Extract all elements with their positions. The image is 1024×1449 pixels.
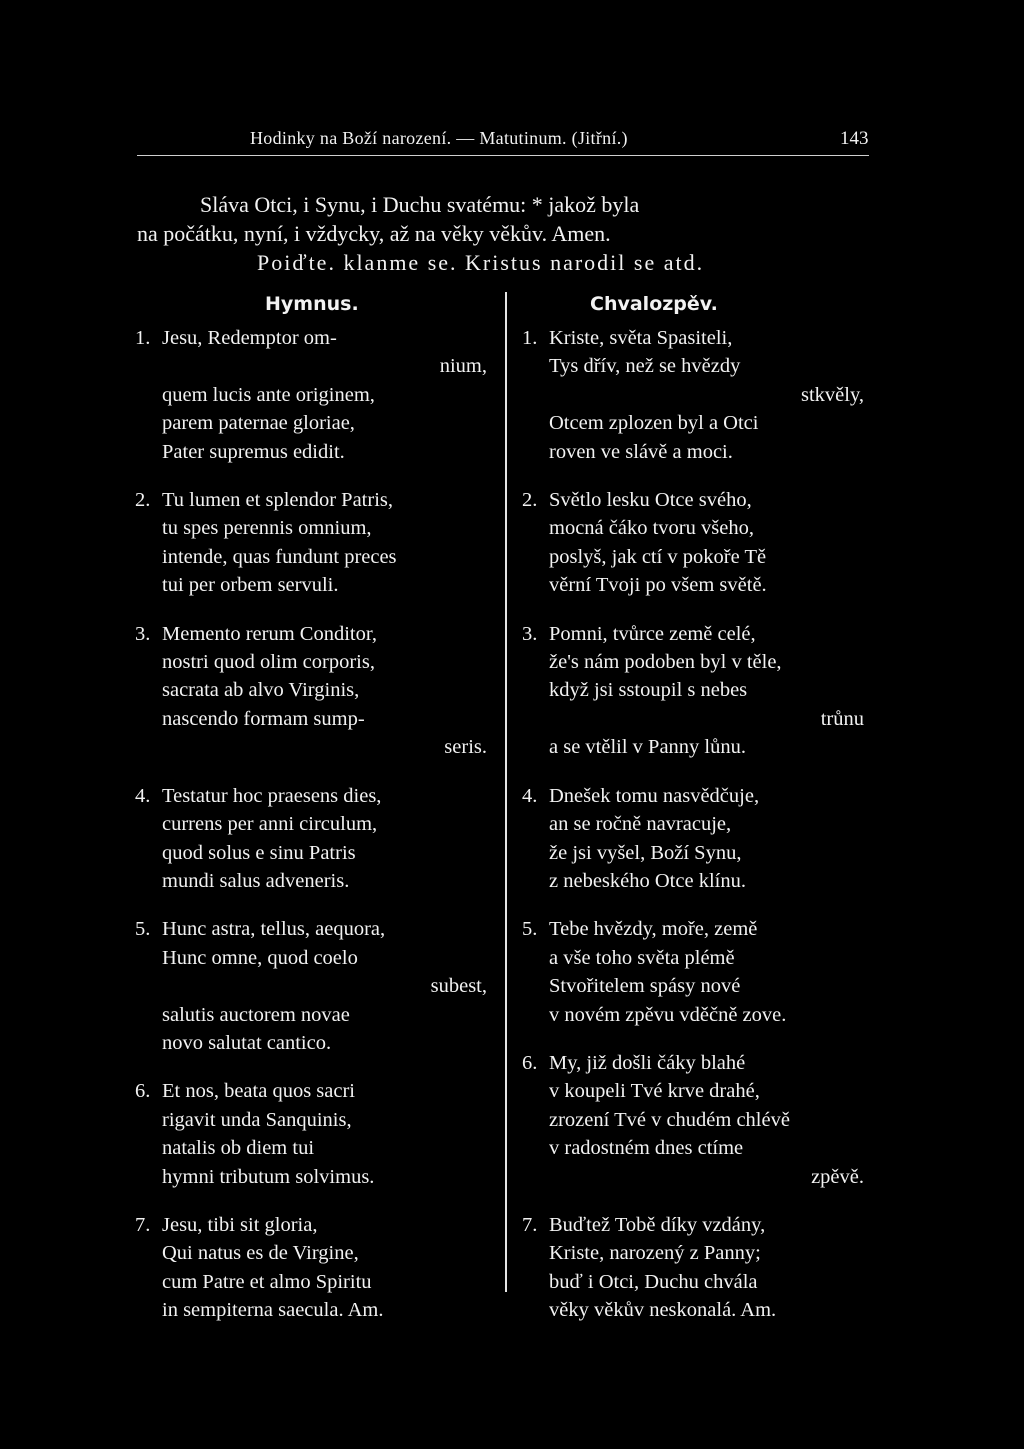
stanza-number: 5. [522, 918, 538, 941]
stanza-number: 2. [135, 489, 151, 512]
stanza-number: 4. [135, 784, 151, 807]
verse-text: Buďtež Tobě díky vzdány, [549, 1213, 766, 1236]
stanza-number: 6. [522, 1051, 538, 1074]
latin-stanza [135, 915, 495, 1057]
intro-text [137, 190, 869, 277]
stanza-number: 5. [135, 918, 151, 941]
verse-line: tu spes perennis omnium, [162, 517, 372, 540]
latin-hymn-column [135, 290, 495, 1345]
verse-line: v koupeli Tvé krve drahé, [549, 1080, 760, 1103]
verse-line: z nebeského Otce klínu. [549, 869, 746, 892]
verse-line: parem paternae gloriae, [162, 412, 355, 435]
verse-line: buď i Otci, Duchu chvála [549, 1270, 758, 1293]
czech-stanza [522, 915, 872, 1029]
verse-line: an se ročně navracuje, [549, 813, 732, 836]
verse-line: věky věkův neskonalá. Am. [549, 1299, 777, 1322]
verse-line [135, 324, 495, 352]
verse-line: zrození Tvé v chudém chlévě [549, 1108, 790, 1131]
verse-text: Pomni, tvůrce země celé, [549, 622, 756, 645]
verse-line: rigavit unda Sanquinis, [162, 1108, 352, 1131]
czech-stanza [522, 782, 872, 896]
verse-line [522, 486, 872, 514]
verse-line: Otcem zplozen byl a Otci [549, 412, 759, 435]
verse-line: a se vtělil v Panny lůnu. [549, 736, 747, 759]
verse-line: quem lucis ante originem, [162, 383, 375, 406]
verse-line: salutis auctorem novae [162, 1003, 350, 1026]
verse-line: Pater supremus edidit. [162, 440, 345, 463]
header-rule [137, 155, 869, 156]
verse-line: stkvěly, [800, 383, 864, 406]
verse-line: a vše toho světa plémě [549, 946, 735, 969]
verse-line [135, 782, 495, 810]
verse-text: Et nos, beata quos sacri [162, 1080, 355, 1103]
verse-text: Světlo lesku Otce svého, [549, 489, 752, 512]
latin-hymn-title: Hymnus. [265, 293, 359, 315]
verse-line: Tys dřív, než se hvězdy [549, 355, 741, 378]
latin-stanza [135, 620, 495, 762]
czech-stanza [522, 620, 872, 762]
verse-line: nascendo formam sump- [162, 707, 365, 730]
verse-line: Hunc omne, quod coelo [162, 946, 358, 969]
verse-line [522, 782, 872, 810]
czech-stanza [522, 324, 872, 466]
stanza-number: 3. [135, 622, 151, 645]
verse-text: Testatur hoc praesens dies, [162, 784, 382, 807]
czech-stanza [522, 1049, 872, 1191]
verse-line: mocná čáko tvoru všeho, [549, 517, 754, 540]
verse-line: v novém zpěvu vděčně zove. [549, 1003, 787, 1026]
verse-line: in sempiterna saecula. Am. [162, 1299, 384, 1322]
verse-text: Jesu, Redemptor om- [162, 327, 337, 349]
intro-line: Poiďte. klanme se. Kristus narodil se atd. [257, 250, 705, 275]
latin-stanza [135, 1077, 495, 1191]
verse-line [135, 915, 495, 943]
latin-stanza [135, 1211, 495, 1325]
latin-stanza [135, 782, 495, 896]
czech-stanza [522, 486, 872, 600]
verse-text: Memento rerum Conditor, [162, 622, 377, 645]
verse-text: Dnešek tomu nasvědčuje, [549, 784, 760, 807]
stanza-number: 2. [522, 489, 538, 512]
verse-line: zpěvě. [811, 1165, 864, 1188]
verse-line [135, 486, 495, 514]
verse-line: věrní Tvoji po všem světě. [549, 574, 767, 597]
czech-hymn-column [522, 290, 872, 1345]
verse-line: že's nám podoben byl v těle, [549, 651, 782, 674]
latin-stanza [135, 486, 495, 600]
verse-line: trůnu [820, 707, 864, 730]
verse-line: intende, quas fundunt preces [162, 545, 397, 568]
verse-text: Jesu, tibi sit gloria, [162, 1213, 318, 1236]
verse-line: cum Patre et almo Spiritu [162, 1270, 372, 1293]
verse-line [135, 1211, 495, 1239]
verse-line: natalis ob diem tui [162, 1137, 315, 1160]
verse-line: tui per orbem servuli. [162, 574, 339, 597]
verse-line: v radostném dnes ctíme [549, 1137, 744, 1160]
czech-stanza [522, 1211, 872, 1325]
verse-text: Kriste, světa Spasiteli, [549, 327, 733, 349]
verse-line: novo salutat cantico. [162, 1031, 332, 1054]
verse-line: že jsi vyšel, Boží Synu, [549, 841, 742, 864]
stanza-number: 7. [522, 1213, 538, 1236]
intro-line: na počátku, nyní, i vždycky, až na věky věkův. Amen. [137, 221, 611, 246]
verse-line: mundi salus adveneris. [162, 869, 350, 892]
verse-line: poslyš, jak ctí v pokoře Tě [549, 545, 767, 568]
verse-line: currens per anni circulum, [162, 813, 378, 836]
verse-line: roven ve slávě a moci. [549, 440, 733, 463]
latin-stanza [135, 324, 495, 466]
intro-line: Sláva Otci, i Synu, i Duchu svatému: * jakož byla [200, 192, 640, 217]
stanza-number: 7. [135, 1213, 151, 1236]
verse-line: quod solus e sinu Patris [162, 841, 356, 864]
page-number: 143 [840, 128, 869, 149]
verse-text: Hunc astra, tellus, aequora, [162, 918, 386, 941]
stanza-number: 4. [522, 784, 538, 807]
verse-line: když jsi sstoupil s nebes [549, 679, 748, 702]
verse-line [522, 1049, 872, 1077]
verse-text: Tebe hvězdy, moře, země [549, 918, 758, 941]
verse-line: seris. [444, 736, 487, 759]
verse-line [135, 620, 495, 648]
verse-line: Kriste, narozený z Panny; [549, 1242, 761, 1265]
verse-line [522, 1211, 872, 1239]
verse-line: Qui natus es de Virgine, [162, 1242, 359, 1265]
verse-line: nostri quod olim corporis, [162, 651, 375, 674]
running-head: Hodinky na Boží narození. — Matutinum. (Jitřní.) [250, 128, 628, 148]
verse-text: Tu lumen et splendor Patris, [162, 489, 394, 512]
verse-text: My, již došli čáky blahé [549, 1051, 746, 1074]
verse-line [522, 915, 872, 943]
verse-line: nium, [439, 355, 487, 378]
column-divider [505, 292, 507, 1292]
verse-line: hymni tributum solvimus. [162, 1165, 375, 1188]
verse-line: subest, [430, 975, 487, 998]
czech-hymn-title: Chvalozpěv. [590, 293, 718, 315]
stanza-number: 1. [135, 327, 151, 349]
verse-line [135, 1077, 495, 1105]
verse-line [522, 620, 872, 648]
stanza-number: 1. [522, 327, 538, 349]
verse-line [522, 324, 872, 352]
verse-line: sacrata ab alvo Virginis, [162, 679, 360, 702]
stanza-number: 6. [135, 1080, 151, 1103]
stanza-number: 3. [522, 622, 538, 645]
verse-line: Stvořitelem spásy nové [549, 975, 741, 998]
